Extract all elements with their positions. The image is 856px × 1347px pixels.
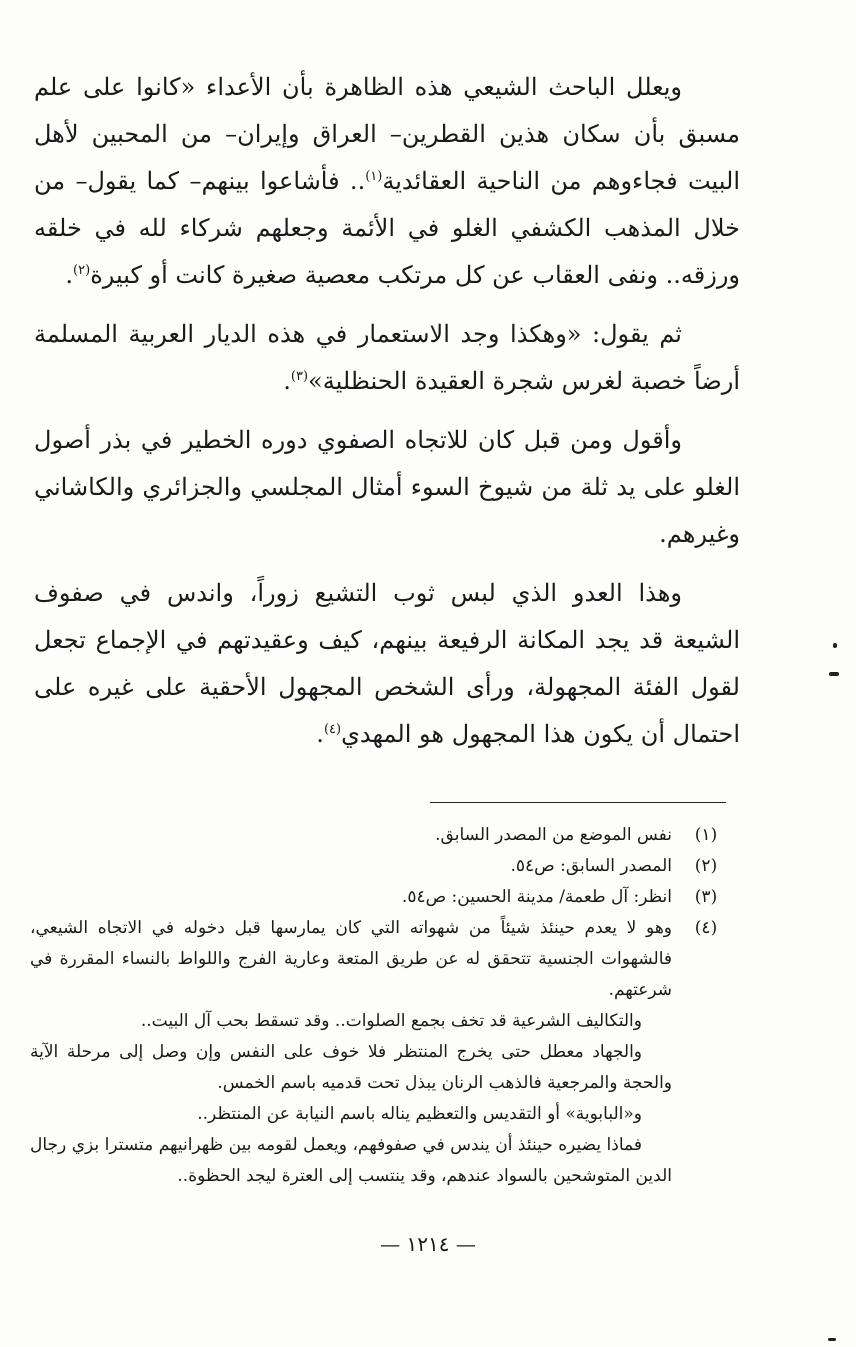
footnote-2-text: المصدر السابق: ص٥٤. (510, 856, 672, 876)
footnote-4-line-5: فماذا يضيره حينئذ أن يندس في صفوفهم، ويعمل لقومه بين ظهرانيهم متسترا بزي رجال الدين المتوشحين بالسواد عندهم، وقد ينتسب إلى العترة ليجد الحظوة.. (30, 1135, 672, 1186)
footnote-4-text: وهو لا يعدم حينئذ شيئاً من شهواته التي كان يمارسها قبل دخوله في الاتجاه الشيعي، فالشهوات الجنسية تتحقق له عن طريق المتعة وعارية الفرج واللواط بالنساء المقررة في شرعتهم. (30, 918, 672, 1000)
footnote-3 (30, 882, 730, 913)
footnote-2 (30, 851, 730, 882)
paragraph-4-end: . (316, 720, 324, 748)
paragraph-1 (34, 64, 740, 299)
footnote-3-text: انظر: آل طعمة/ مدينة الحسين: ص٥٤. (401, 887, 672, 907)
footnote-4-line-4: و«البابوية» أو التقديس والتعظيم يناله باسم النيابة عن المنتظر.. (197, 1104, 642, 1124)
paragraph-2-text: ثم يقول: «وهكذا وجد الاستعمار في هذه الديار العربية المسلمة أرضاً خصبة لغرس شجرة العقيدة الحنظلية» (34, 320, 740, 395)
scan-edge-mark (828, 1338, 836, 1341)
scan-edge-mark (833, 643, 837, 648)
footnote-4-line-3: والجهاد معطل حتى يخرج المنتظر فلا خوف على النفس وإن وصل إلى مرحلة الآية والحجة والمرجعية فالذهب الرنان يبذل تحت قدميه باسم الخمس. (30, 1042, 672, 1093)
scan-edge-mark (829, 672, 839, 676)
footnote-4 (30, 913, 730, 1192)
footnote-4-line-2: والتكاليف الشرعية قد تخف بجمع الصلوات.. وقد تسقط بحب آل البيت.. (140, 1011, 642, 1031)
paragraph-1-text: ويعلل الباحث الشيعي هذه الظاهرة بأن الأعداء «كانوا على علم مسبق بأن سكان هذين القطرين– العراق وإيران– من المحبين لأهل البيت فجاءوهم من الناحية العقائدية (34, 73, 740, 195)
footnote-ref-2: (٢) (73, 263, 91, 278)
paragraph-1-text-2: .. فأشاعوا بينهم– كما يقول– من خلال المذهب الكشفي الغلو في الأئمة وجعلهم شركاء لله في خلقه ورزقه.. ونفى العقاب عن كل مرتكب معصية صغيرة كانت أو كبيرة (34, 167, 740, 289)
footnote-1-number: (١) (694, 825, 718, 845)
paragraph-2-end: . (283, 367, 291, 395)
footnote-2-number: (٢) (694, 856, 718, 876)
footnotes (30, 820, 730, 1192)
page-number: — ١٢١٤ — (380, 1232, 476, 1256)
footnote-ref-3: (٣) (290, 369, 309, 384)
footnote-ref-4: (٤) (323, 722, 342, 737)
paragraph-1-end: . (65, 261, 74, 289)
footnote-separator (430, 802, 726, 803)
paragraph-4 (34, 570, 740, 758)
footnote-4-number: (٤) (694, 918, 718, 938)
paragraph-4-text: وهذا العدو الذي لبس ثوب التشيع زوراً، واندس في صفوف الشيعة قد يجد المكانة الرفيعة بينهم، كيف وعقيدتهم في الإجماع تجعل لقول الفئة المجهولة، ورأى الشخص المجهول الأحقية على غيره على احتمال أن يكون هذا المجهول هو المهدي (34, 579, 740, 748)
main-text (34, 64, 740, 758)
paragraph-2 (34, 311, 740, 405)
paragraph-3: وأقول ومن قبل كان للاتجاه الصفوي دوره الخطير في بذر أصول الغلو على يد ثلة من شيوخ السوء أمثال المجلسي والجزائري والكاشاني وغيرهم. (34, 426, 740, 548)
footnote-1 (30, 820, 730, 851)
footnote-ref-1: (١) (365, 169, 383, 184)
footnote-3-number: (٣) (694, 887, 718, 907)
footnote-1-text: نفس الموضع من المصدر السابق. (435, 825, 672, 845)
